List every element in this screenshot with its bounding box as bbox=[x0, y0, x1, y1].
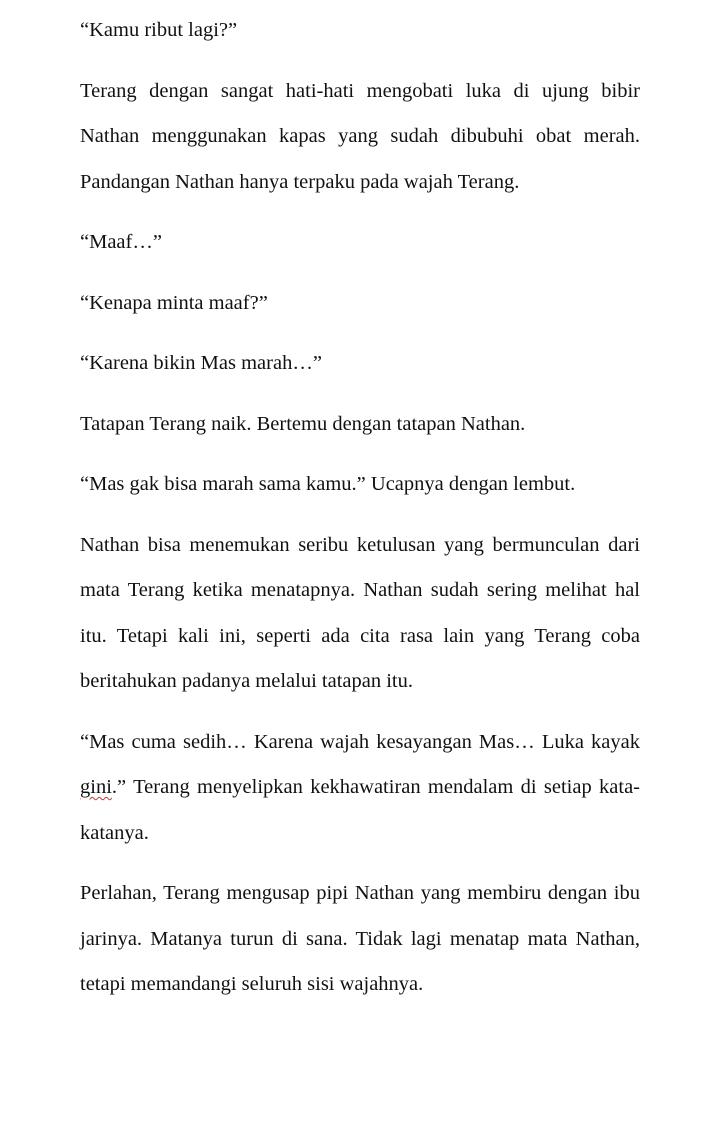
paragraph-narration-4: Perlahan, Terang mengusap pipi Nathan yang membiru dengan ibu jarinya. Matanya turun di sana. Tidak lagi menatap mata Nathan, tetapi memandangi seluruh sisi wajahnya. bbox=[80, 882, 640, 995]
paragraph-text-after: .” Terang menyelipkan kekhawatiran mendalam di setiap kata-katanya. bbox=[80, 776, 640, 844]
paragraph-dialogue-5: “Mas gak bisa marah sama kamu.” Ucapnya dengan lembut. bbox=[80, 473, 576, 495]
spellcheck-flagged-word[interactable]: gini bbox=[80, 776, 112, 798]
paragraph-narration-2: Tatapan Terang naik. Bertemu dengan tatapan Nathan. bbox=[80, 412, 526, 435]
paragraph-dialogue-1: “Kamu ribut lagi?” bbox=[80, 19, 238, 41]
paragraph-dialogue-3: “Kenapa minta maaf?” bbox=[80, 291, 268, 314]
paragraph-narration-3: Nathan bisa menemukan seribu ketulusan yang bermunculan dari mata Terang ketika menatapnya. Nathan sudah sering melihat hal itu. Tetapi kali ini, seperti ada cita rasa lain yang Terang coba beritahukan padanya melalui tatapan itu. bbox=[80, 533, 640, 692]
paragraph-dialogue-6 bbox=[80, 720, 640, 857]
paragraph-dialogue-4: “Karena bikin Mas marah…” bbox=[80, 352, 322, 374]
paragraph-narration-1: Terang dengan sangat hati-hati mengobati luka di ujung bibir Nathan menggunakan kapas yang sudah dibubuhi obat merah. Pandangan Nathan hanya terpaku pada wajah Terang. bbox=[80, 79, 640, 193]
paragraph-dialogue-2: “Maaf…” bbox=[80, 231, 162, 253]
paragraph-text-before: “Mas cuma sedih… Karena wajah kesayangan Mas… Luka kayak bbox=[80, 730, 640, 753]
document-body bbox=[80, 8, 640, 1023]
